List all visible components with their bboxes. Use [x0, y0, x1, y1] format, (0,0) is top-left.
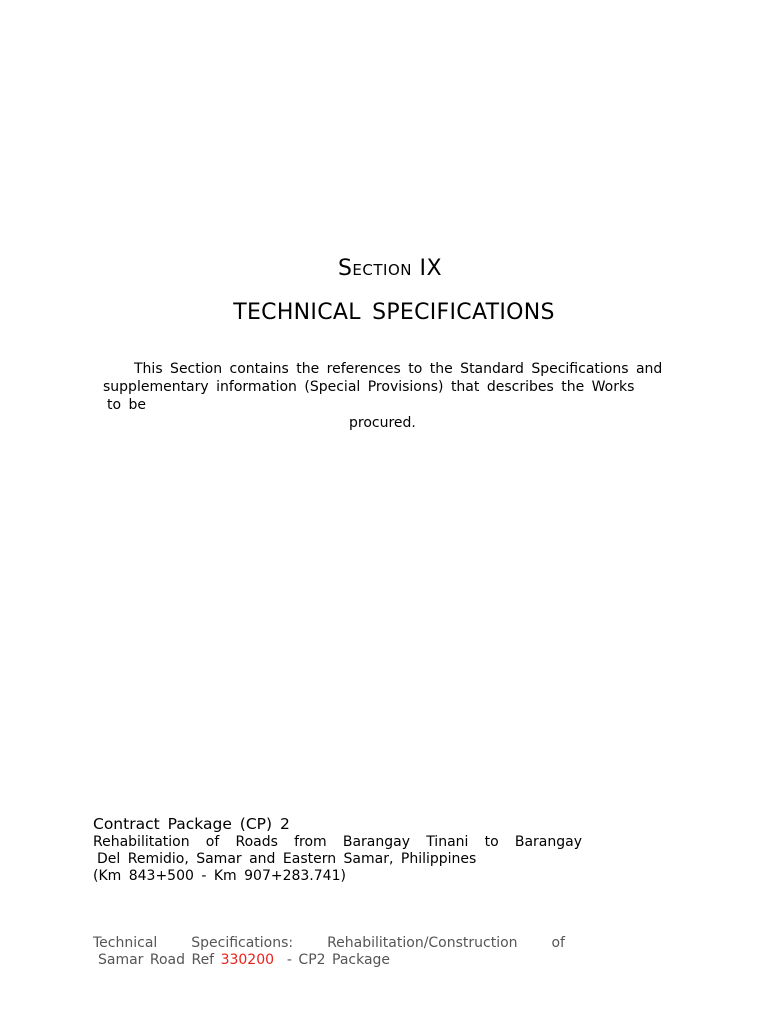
intro-line-3: to be [107, 397, 147, 413]
contract-package-heading: Contract Package (CP) 2 [93, 815, 290, 833]
footer-road-label: Samar Road Ref [98, 952, 215, 968]
contract-description-line-1: Rehabilitation of Roads from Barangay Tinani to Barangay [93, 834, 582, 850]
footer-package-label: - CP2 Package [286, 952, 391, 968]
road-ref-number: 330200 [220, 952, 275, 968]
intro-line-1: This Section contains the references to the Standard Specifications and [134, 361, 663, 377]
contract-km-range: (Km 843+500 - Km 907+283.741) [93, 868, 346, 884]
contract-description-line-2: Del Remidio, Samar and Eastern Samar, Philippines [97, 851, 477, 867]
footer-line-1: Technical Specifications: Rehabilitation/Construction of [93, 935, 565, 951]
section-title: Section IX [337, 256, 443, 281]
intro-line-2: supplementary information (Special Provisions) that describes the Works [103, 379, 635, 395]
page-title: TECHNICAL SPECIFICATIONS [233, 300, 555, 325]
intro-line-4: procured. [349, 415, 416, 431]
footer-line-2 [98, 952, 390, 968]
